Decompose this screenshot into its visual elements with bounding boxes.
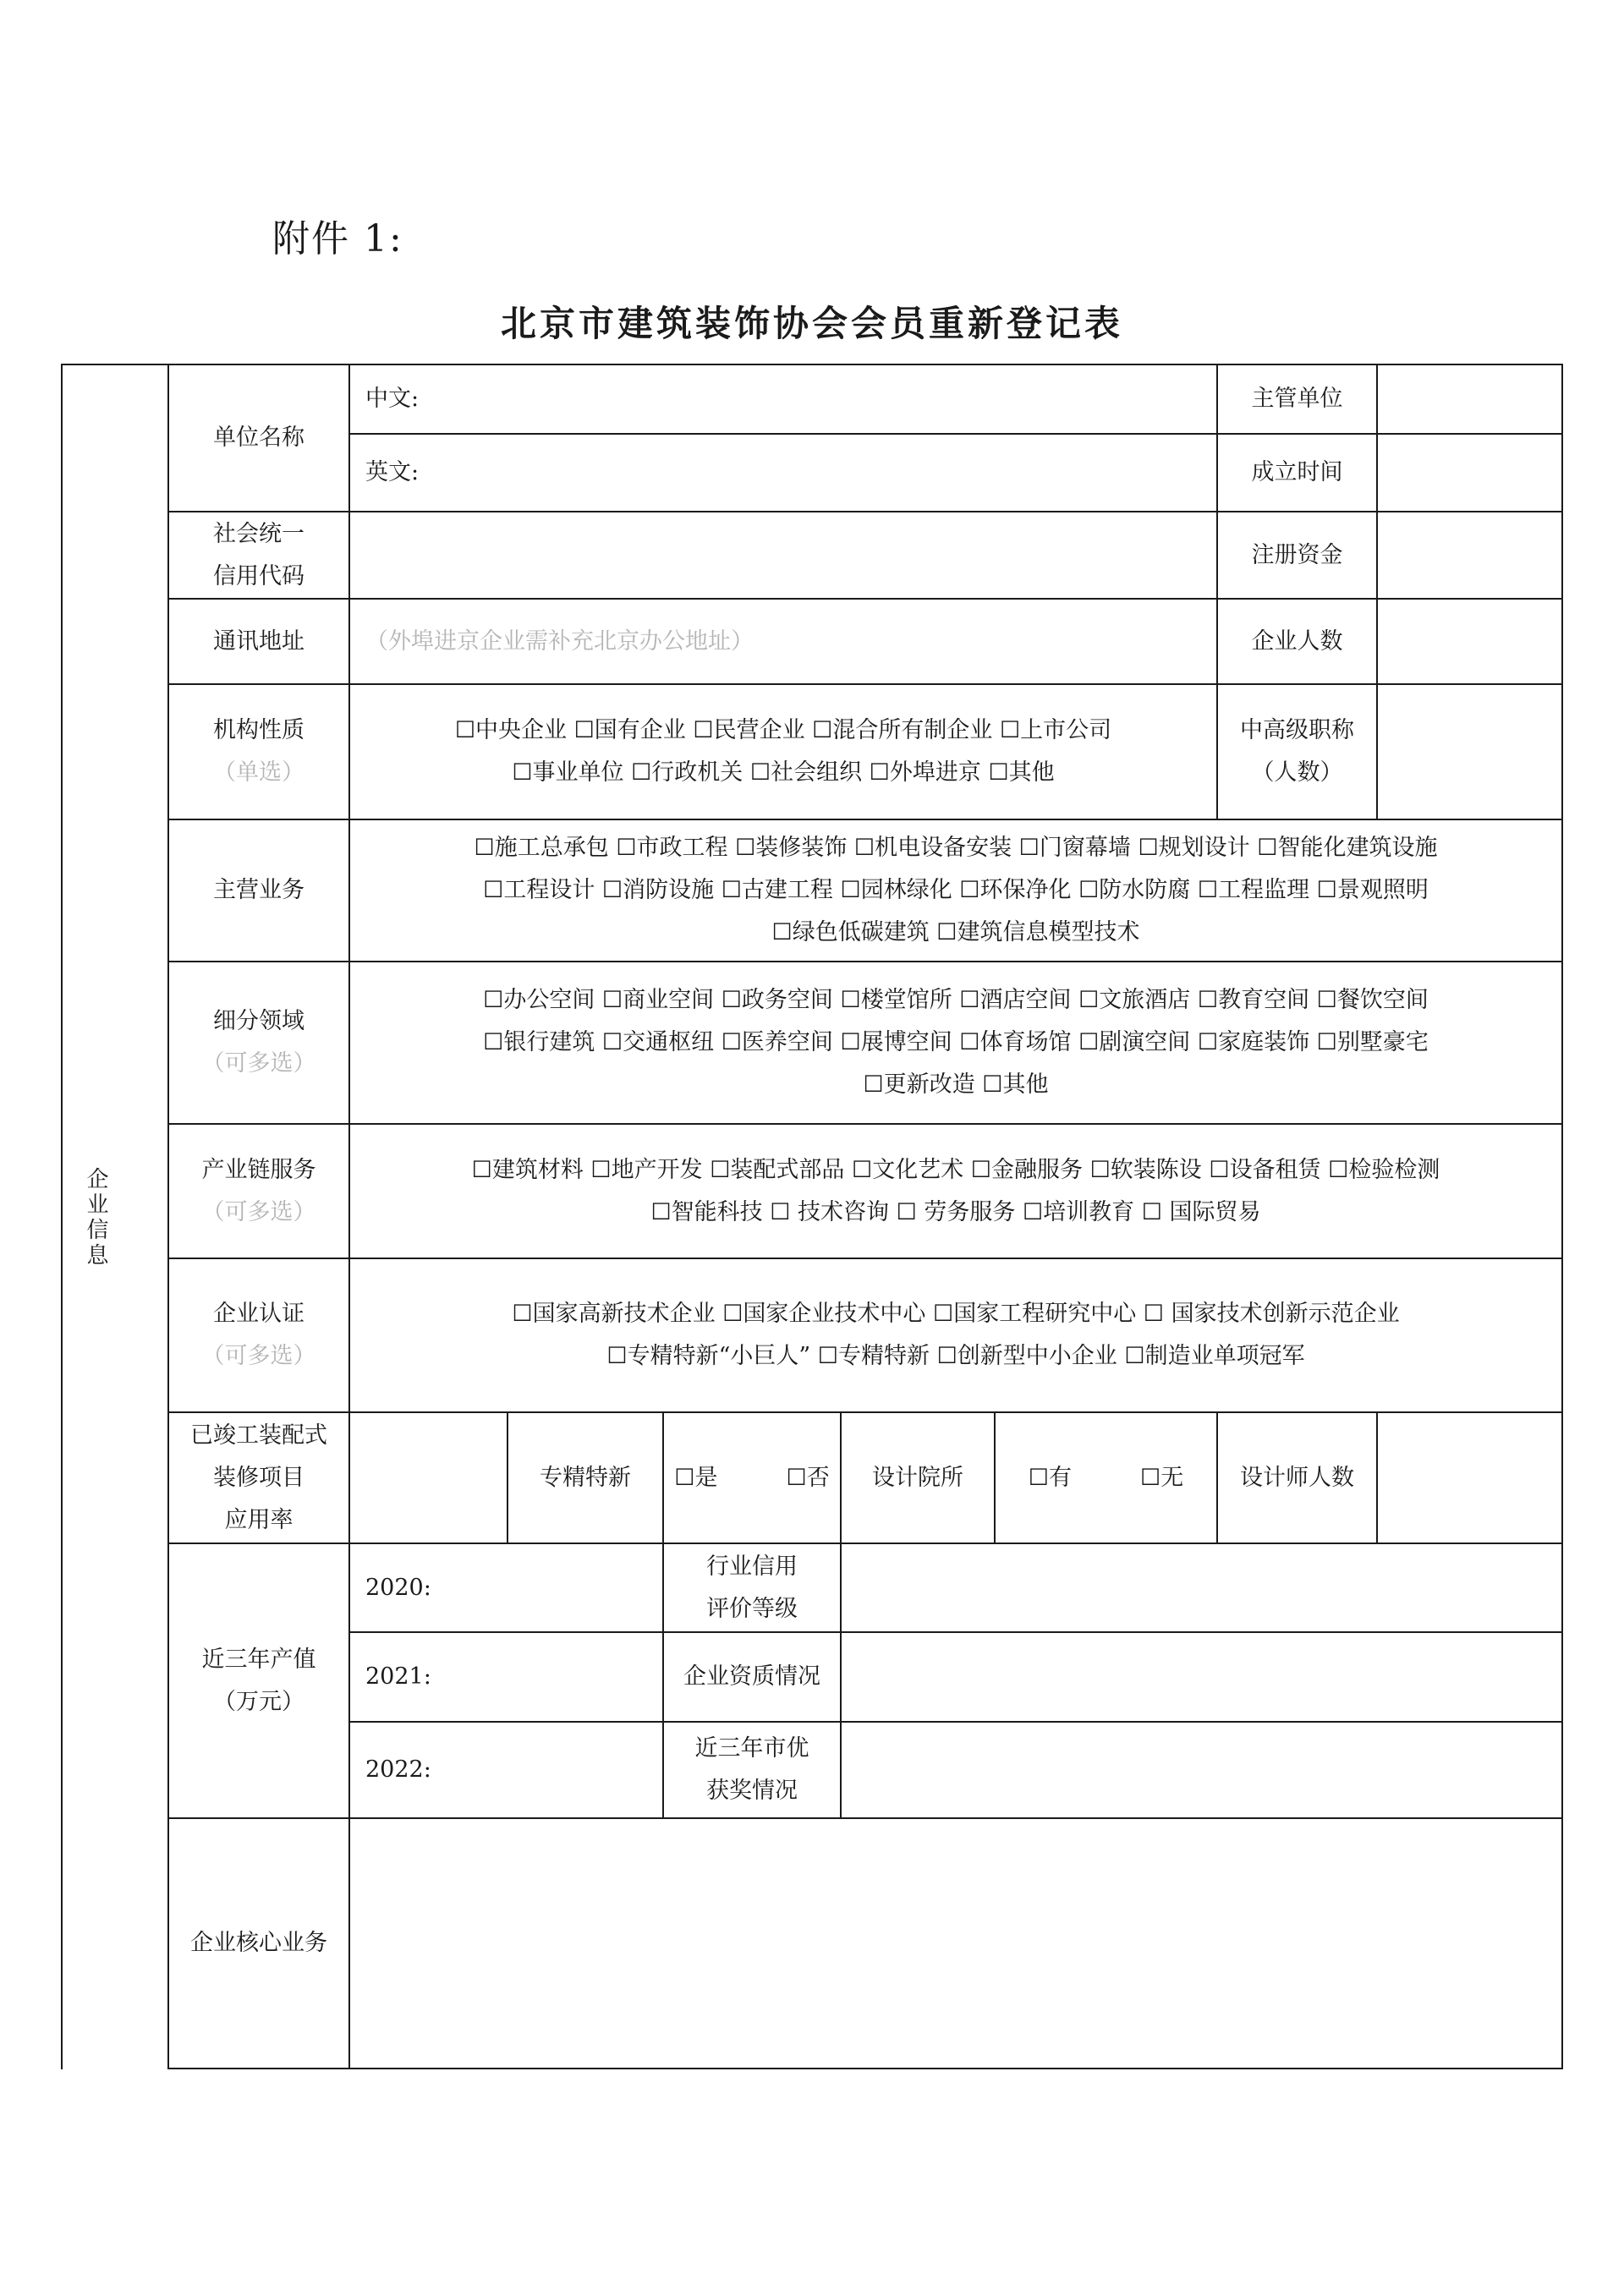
awards-field[interactable] — [842, 1723, 1561, 1817]
credit-rating-field[interactable] — [842, 1544, 1561, 1631]
output-2020-field[interactable] — [350, 1544, 662, 1631]
chain-services-label: 产业链服务 （可多选） — [169, 1125, 348, 1258]
specialized-label: 专精特新 — [540, 1464, 631, 1491]
address-field[interactable] — [350, 600, 1216, 683]
certification-line2[interactable]: ☐专精特新“小巨人” ☐专精特新 ☐创新型中小企业 ☐制造业单项冠军 — [606, 1343, 1305, 1369]
unit-name-label: 单位名称 — [213, 425, 304, 451]
registered-capital-field[interactable] — [1378, 512, 1561, 598]
main-business-line3[interactable]: ☐绿色低碳建筑 ☐建筑信息模型技术 — [771, 919, 1140, 945]
org-nature-line1[interactable]: ☐中央企业 ☐国有企业 ☐民营企业 ☐混合所有制企业 ☐上市公司 — [454, 717, 1112, 743]
qualification-field[interactable] — [842, 1633, 1561, 1721]
credit-rating-label: 行业信用 评价等级 — [706, 1553, 798, 1622]
certification-label: 企业认证 （可多选） — [169, 1259, 348, 1411]
unit-name-cn-field[interactable] — [350, 365, 1216, 433]
sub-fields-note: （可多选） — [201, 1050, 316, 1077]
designers-label: 设计师人数 — [1240, 1464, 1354, 1491]
unit-name-en-field[interactable] — [350, 435, 1216, 511]
sub-fields-label: 细分领域 （可多选） — [169, 962, 348, 1123]
certification-note: （可多选） — [201, 1343, 316, 1369]
registered-capital-label: 注册资金 — [1251, 541, 1343, 568]
main-business-label: 主营业务 — [213, 877, 304, 903]
address-label: 通讯地址 — [213, 627, 304, 655]
sub-fields-options[interactable] — [350, 962, 1561, 1123]
chain-services-options[interactable] — [350, 1125, 1561, 1258]
attachment-label: 附件 1: — [272, 217, 403, 260]
awards-label: 近三年市优 获奖情况 — [694, 1735, 809, 1804]
designers-field[interactable] — [1378, 1413, 1561, 1543]
address-hint: （外埠进京企业需补充北京办公地址） — [365, 627, 754, 655]
unit-name-cn-prefix: 中文: — [365, 386, 420, 412]
prefab-rate-field[interactable] — [350, 1413, 507, 1543]
established-field[interactable] — [1378, 435, 1561, 511]
org-nature-label: 机构性质 （单选） — [169, 685, 348, 819]
output-2020-prefix: 2020: — [365, 1574, 431, 1601]
supervisor-label: 主管单位 — [1251, 386, 1343, 412]
employees-label: 企业人数 — [1251, 627, 1343, 655]
form-title: 北京市建筑装饰协会会员重新登记表 — [500, 303, 1123, 344]
certification-line1[interactable]: ☐国家高新技术企业 ☐国家企业技术中心 ☐国家工程研究中心 ☐ 国家技术创新示范企业 — [512, 1301, 1400, 1327]
output-2022-prefix: 2022: — [365, 1756, 431, 1783]
chain-services-line1[interactable]: ☐建筑材料 ☐地产开发 ☐装配式部品 ☐文化艺术 ☐金融服务 ☐软装陈设 ☐设备租赁 ☐检验检测 — [471, 1156, 1440, 1183]
chain-services-note: （可多选） — [201, 1198, 316, 1225]
sub-fields-line3[interactable]: ☐更新改造 ☐其他 — [863, 1071, 1049, 1098]
prefab-rate-label: 已竣工装配式 装修项目 应用率 — [190, 1422, 327, 1533]
output-2022-field[interactable] — [350, 1723, 662, 1817]
supervisor-field[interactable] — [1378, 365, 1561, 433]
org-nature-line2[interactable]: ☐事业单位 ☐行政机关 ☐社会组织 ☐外埠进京 ☐其他 — [512, 759, 1055, 786]
org-nature-note: （单选） — [213, 759, 304, 786]
design-institute-label: 设计院所 — [872, 1464, 963, 1491]
certification-options[interactable] — [350, 1259, 1561, 1411]
sub-fields-line1[interactable]: ☐办公空间 ☐商业空间 ☐政务空间 ☐楼堂馆所 ☐酒店空间 ☐文旅酒店 ☐教育空间 ☐餐饮空间 — [483, 987, 1429, 1013]
org-nature-options[interactable] — [350, 685, 1216, 819]
main-business-line2[interactable]: ☐工程设计 ☐消防设施 ☐古建工程 ☐园林绿化 ☐环保净化 ☐防水防腐 ☐工程监理 ☐景观照明 — [483, 877, 1429, 903]
section-label-enterprise-info: 企业信息 — [83, 1167, 108, 1269]
output-label: 近三年产值 （万元） — [201, 1646, 316, 1715]
established-label: 成立时间 — [1251, 459, 1343, 485]
main-business-options[interactable] — [350, 820, 1561, 961]
core-business-field[interactable] — [350, 1819, 1561, 2068]
senior-titles-label: 中高级职称 （人数） — [1240, 717, 1354, 786]
output-2021-prefix: 2021: — [365, 1663, 431, 1690]
employees-field[interactable] — [1378, 600, 1561, 683]
credit-code-field[interactable] — [350, 512, 1216, 598]
core-business-label: 企业核心业务 — [190, 1930, 327, 1956]
unit-name-en-prefix: 英文: — [365, 459, 420, 485]
chain-services-line2[interactable]: ☐智能科技 ☐ 技术咨询 ☐ 劳务服务 ☐培训教育 ☐ 国际贸易 — [650, 1198, 1261, 1225]
design-institute-options[interactable]: ☐有 ☐无 — [1028, 1464, 1184, 1491]
senior-titles-field[interactable] — [1378, 685, 1561, 819]
main-business-line1[interactable]: ☐施工总承包 ☐市政工程 ☐装修装饰 ☐机电设备安装 ☐门窗幕墙 ☐规划设计 ☐智能化建筑设施 — [474, 835, 1438, 861]
sub-fields-line2[interactable]: ☐银行建筑 ☐交通枢纽 ☐医养空间 ☐展博空间 ☐体育场馆 ☐剧演空间 ☐家庭装饰 ☐别墅豪宅 — [483, 1029, 1429, 1055]
specialized-options[interactable]: ☐是 ☐否 — [674, 1464, 830, 1491]
output-2021-field[interactable] — [350, 1633, 662, 1721]
credit-code-label: 社会统一 信用代码 — [213, 520, 304, 589]
qualification-label: 企业资质情况 — [683, 1663, 820, 1690]
